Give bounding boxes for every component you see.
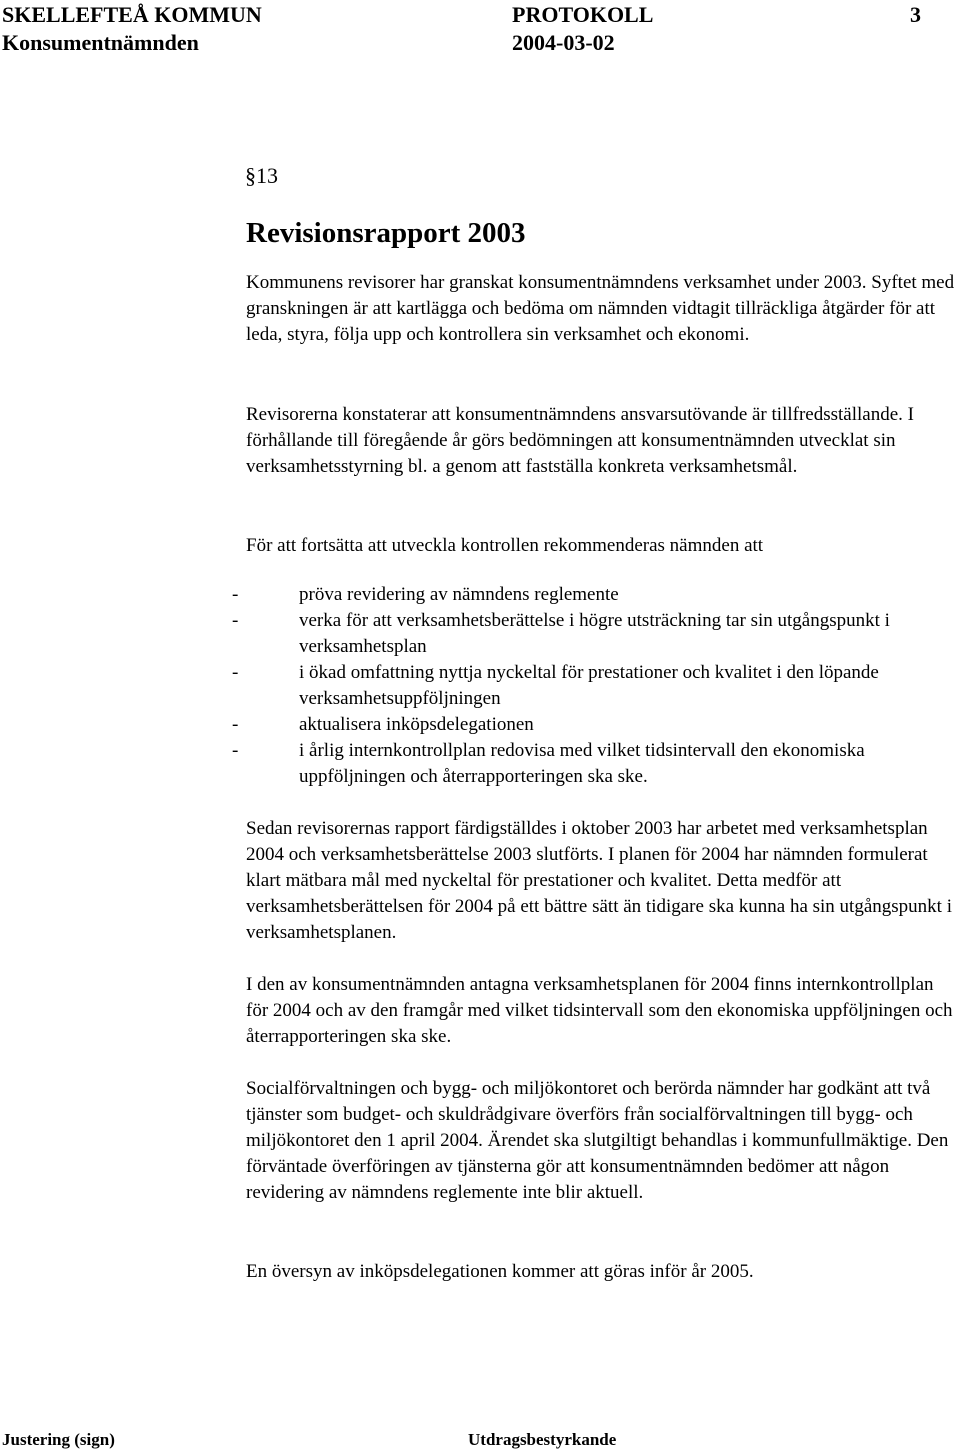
paragraph-plan-status: Sedan revisorernas rapport färdigställdes i oktober 2003 har arbetet med verksamhetsplan 2004 och verksamhetsberättelse 2003 slutförts. I planen för 2004 har nämnden formulerat klart mätbara mål med nyckeltal för prestationer och kvalitet. Detta medför att verksamhetsberättelsen för 2004 på ett bättre sätt än tidigare ska kunna ha sin utgångspunkt i verksamhetsplanen. bbox=[246, 818, 952, 943]
bullet-dash: - bbox=[232, 662, 239, 683]
bullet-dash: - bbox=[232, 714, 239, 735]
organization-name: SKELLEFTEÅ KOMMUN bbox=[2, 2, 262, 27]
recommendation-list bbox=[232, 582, 956, 790]
document-date: 2004-03-02 bbox=[512, 30, 615, 55]
paragraph-audit-intro: Kommunens revisorer har granskat konsumentnämndens verksamhet under 2003. Syftet med granskningen är att kartlägga och bedöma om nämnden vidtagit tillräckliga åtgärder för att leda, styra, följa upp och kontrollera sin verksamhet och ekonomi. bbox=[246, 272, 955, 345]
list-item bbox=[232, 608, 956, 660]
list-item-text: i ökad omfattning nyttja nyckeltal för prestationer och kvalitet i den löpande verksamhetsuppföljningen bbox=[299, 662, 879, 709]
section-number: §13 bbox=[245, 163, 278, 188]
paragraph-delegation-review: En översyn av inköpsdelegationen kommer att göras inför år 2005. bbox=[246, 1261, 754, 1282]
bullet-dash: - bbox=[232, 740, 239, 761]
paragraph-transfer: Socialförvaltningen och bygg- och miljökontoret och berörda nämnder har godkänt att två tjänster som budget- och skuldrådgivare överförs från socialförvaltningen till bygg- och miljökontoret den 1 april 2004. Ärendet ska slutgiltigt behandlas i kommunfullmäktige. Den förväntade överföringen av tjänsterna gör att konsumentnämnden bedömer att någon revidering av nämndens reglemente inte blir aktuell. bbox=[246, 1078, 949, 1203]
page-number: 3 bbox=[910, 2, 921, 27]
list-item bbox=[232, 738, 956, 790]
list-item bbox=[232, 660, 956, 712]
list-item bbox=[232, 582, 956, 608]
list-item-text: pröva revidering av nämndens reglemente bbox=[299, 584, 619, 605]
document-type: PROTOKOLL bbox=[512, 2, 654, 27]
paragraph-internal-control: I den av konsumentnämnden antagna verksamhetsplanen för 2004 finns internkontrollplan för 2004 och av den framgår med vilket tidsintervall som den ekonomiska uppföljningen och återrapporteringen ska ske. bbox=[246, 974, 953, 1047]
footer-justering: Justering (sign) bbox=[2, 1430, 115, 1449]
paragraph-recommendation-lead: För att fortsätta att utveckla kontrollen rekommenderas nämnden att bbox=[246, 535, 764, 556]
paragraph-audit-findings: Revisorerna konstaterar att konsumentnämndens ansvarsutövande är tillfredsställande. I förhållande till föregående år görs bedömningen att konsumentnämnden utvecklat sin verksamhetsstyrning bl. a genom att fastställa konkreta verksamhetsmål. bbox=[246, 404, 914, 477]
department-name: Konsumentnämnden bbox=[2, 30, 199, 55]
bullet-dash: - bbox=[232, 610, 239, 631]
footer-utdragsbestyrkande: Utdragsbestyrkande bbox=[468, 1430, 617, 1449]
list-item-text: aktualisera inköpsdelegationen bbox=[299, 714, 534, 735]
section-title: Revisionsrapport 2003 bbox=[246, 217, 526, 249]
bullet-dash: - bbox=[232, 584, 239, 605]
list-item bbox=[232, 712, 956, 738]
list-item-text: i årlig internkontrollplan redovisa med vilket tidsintervall den ekonomiska uppföljningen och återrapporteringen ska ske. bbox=[299, 740, 865, 787]
list-item-text: verka för att verksamhetsberättelse i högre utsträckning tar sin utgångspunkt i verksamhetsplan bbox=[299, 610, 890, 657]
